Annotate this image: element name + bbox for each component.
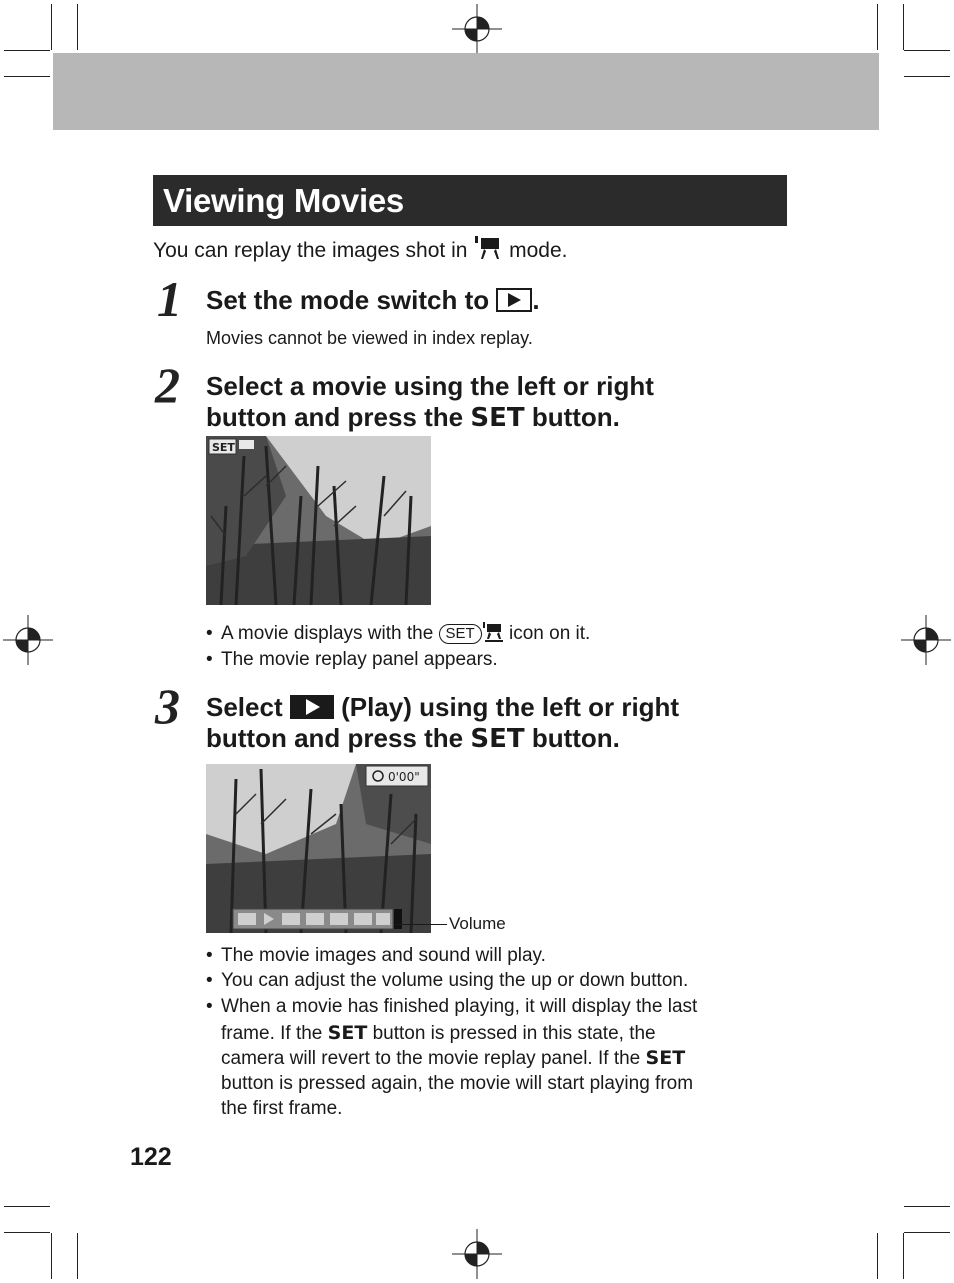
crop-mark bbox=[4, 50, 50, 51]
movie-mode-icon bbox=[482, 622, 504, 642]
bullet-item: • The movie replay panel appears. bbox=[206, 649, 498, 670]
bullet-continuation: camera will revert to the movie replay panel. If the SET bbox=[221, 1047, 686, 1069]
volume-bar bbox=[394, 909, 402, 929]
bullet-continuation: the first frame. bbox=[221, 1098, 343, 1119]
step-number: 3 bbox=[155, 678, 180, 734]
step-title: Select (Play) using the left or right button and press the SET button. bbox=[206, 692, 680, 754]
page-title: Viewing Movies bbox=[163, 182, 404, 219]
step-number: 2 bbox=[155, 357, 180, 413]
step2-title-line1: Select a movie using the left or right bbox=[206, 371, 654, 401]
crop-mark bbox=[51, 1233, 52, 1279]
intro-prefix: You can replay the images shot in bbox=[153, 239, 468, 262]
crosshair-registration-mark bbox=[452, 4, 502, 54]
step2-title-line2: button and press the SET button. bbox=[206, 402, 620, 433]
crop-mark bbox=[77, 4, 78, 50]
playback-timer: 0'00" bbox=[388, 770, 420, 784]
crop-mark bbox=[903, 4, 904, 50]
set-button-label: SET bbox=[645, 1047, 686, 1069]
set-button-label: SET bbox=[470, 403, 525, 433]
play-icon bbox=[290, 695, 334, 719]
section-title-bar bbox=[153, 175, 787, 226]
volume-leader-line bbox=[395, 924, 447, 925]
crop-mark bbox=[877, 1233, 878, 1279]
bullet-item: • When a movie has finished playing, it will display the last bbox=[206, 996, 698, 1017]
set-button-label: SET bbox=[470, 724, 525, 754]
screen-set-label: SET bbox=[212, 441, 235, 454]
step-title bbox=[206, 285, 540, 316]
crosshair-registration-mark bbox=[452, 1229, 502, 1279]
bullet-continuation: button is pressed again, the movie will start playing from bbox=[221, 1073, 694, 1094]
crop-mark bbox=[903, 1233, 904, 1279]
crop-mark bbox=[4, 1232, 50, 1233]
bullet-item: • The movie images and sound will play. bbox=[206, 945, 546, 966]
crop-mark bbox=[877, 4, 878, 50]
step-number: 1 bbox=[157, 271, 182, 327]
movie-mode-icon bbox=[473, 236, 503, 260]
bullet-item: • A movie displays with the SET icon on it. bbox=[206, 623, 591, 644]
playback-icon bbox=[496, 288, 532, 312]
forest-photo bbox=[206, 764, 431, 933]
crop-mark bbox=[51, 4, 52, 50]
intro-suffix: mode. bbox=[509, 239, 568, 262]
crop-mark bbox=[904, 76, 950, 77]
forest-photo bbox=[206, 436, 431, 605]
set-button-label: SET bbox=[327, 1022, 368, 1044]
crop-mark bbox=[77, 1233, 78, 1279]
crop-mark bbox=[4, 1206, 50, 1207]
crosshair-registration-mark bbox=[901, 615, 951, 665]
crop-mark bbox=[904, 1206, 950, 1207]
crosshair-registration-mark bbox=[3, 615, 53, 665]
set-inline-badge: SET bbox=[439, 624, 482, 644]
camera-screen-movie-playback bbox=[206, 764, 431, 933]
camera-screen-movie-thumbnail bbox=[206, 436, 431, 605]
page-number: 122 bbox=[130, 1143, 172, 1171]
bullet-item: • You can adjust the volume using the up or down button. bbox=[206, 970, 689, 991]
step1-title-prefix: Set the mode switch to bbox=[206, 285, 490, 315]
header-band bbox=[53, 53, 879, 130]
crop-mark bbox=[904, 1232, 950, 1233]
volume-label: Volume bbox=[449, 914, 506, 933]
step1-title-suffix: . bbox=[532, 285, 540, 315]
crop-mark bbox=[4, 76, 50, 77]
bullet-continuation: frame. If the SET button is pressed in this state, the bbox=[221, 1022, 656, 1044]
intro-text bbox=[153, 236, 568, 263]
step1-note: Movies cannot be viewed in index replay. bbox=[206, 328, 533, 348]
step-title bbox=[206, 371, 654, 434]
crop-mark bbox=[904, 50, 950, 51]
